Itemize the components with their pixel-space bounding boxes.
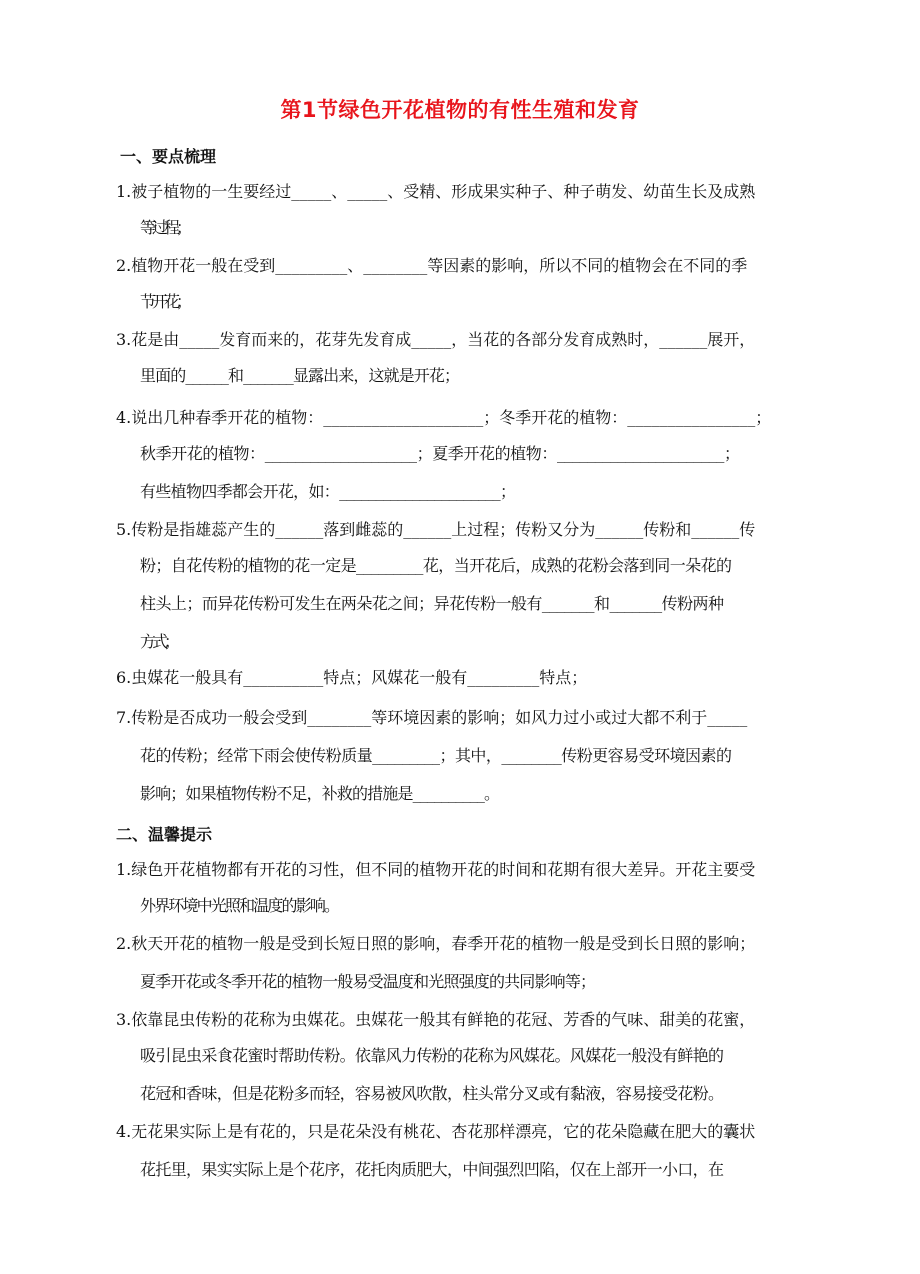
text-line: 粉；自花传粉的植物的花一定是_________花，当开花后，成熟的花粉会落到同一朵花的 [140, 556, 732, 575]
text-line: 节开花； [140, 292, 189, 311]
text-line: 夏季开花或冬季开花的植物一般易受温度和光照强度的共同影响等； [140, 972, 596, 991]
text-line: 7.传粉是否成功一般会受到________等环境因素的影响；如风力过小或过大都不利于_____ [116, 708, 748, 727]
text-line: 花的传粉；经常下雨会使传粉质量_________；其中，________传粉更容易受环境因素的 [140, 746, 732, 765]
text-line: 4.说出几种春季开花的植物：____________________；冬季开花的植物：________________； [116, 408, 772, 427]
text-line: 花冠和香味，但是花粉多而轻，容易被风吹散，柱头常分叉或有黏液，容易接受花粉。 [140, 1084, 724, 1103]
text-line: 5.传粉是指雄蕊产生的______落到雌蕊的______上过程；传粉又分为______传粉和______传 [116, 520, 756, 539]
text-line: 2.植物开花一般在受到_________、________等因素的影响，所以不同的植物会在不同的季 [116, 256, 748, 275]
text-line: 外界环境中光照和温度的影响。 [140, 896, 339, 915]
text-line: 1.被子植物的一生要经过_____、_____、受精、形成果实种子、种子萌发、幼苗生长及成熟 [116, 182, 756, 201]
text-line: 等过程； [140, 218, 189, 237]
text-line: 柱头上；而异花传粉可发生在两朵花之间；异花传粉一般有_______和_______传粉两种 [140, 594, 724, 613]
text-line: 方式； [140, 632, 177, 651]
text-line: 里面的______和_______显露出来，这就是开花； [140, 366, 460, 385]
text-line: 吸引昆虫采食花蜜时帮助传粉。依靠风力传粉的花称为风媒花。风媒花一般没有鲜艳的 [140, 1046, 724, 1065]
text-line: 3.花是由_____发育而来的，花芽先发育成_____，当花的各部分发育成熟时，______展开， [116, 330, 756, 349]
text-line: 秋季开花的植物：____________________；夏季开花的植物：______________________； [140, 444, 740, 463]
section-heading-tips: 二、温馨提示 [116, 825, 213, 844]
text-line: 6.虫媒花一般具有__________特点；风媒花一般有_________特点； [116, 668, 588, 687]
page-title: 第1节绿色开花植物的有性生殖和发育 [280, 98, 640, 122]
text-line: 有些植物四季都会开花，如：______________________； [140, 482, 516, 501]
text-line: 4.无花果实际上是有花的，只是花朵没有桃花、杏花那样漂亮，它的花朵隐藏在肥大的囊状 [116, 1122, 756, 1141]
section-heading-key-points: 一、要点梳理 [120, 147, 217, 166]
text-line: 1.绿色开花植物都有开花的习性，但不同的植物开花的时间和花期有很大差异。开花主要受 [116, 860, 756, 879]
text-line: 花托里，果实实际上是个花序，花托肉质肥大，中间强烈凹陷，仅在上部开一小口，在 [140, 1160, 724, 1179]
text-line: 影响；如果植物传粉不足，补救的措施是__________。 [140, 784, 500, 803]
text-line: 3.依靠昆虫传粉的花称为虫媒花。虫媒花一般其有鲜艳的花冠、芳香的气味、甜美的花蜜， [116, 1010, 756, 1029]
text-line: 2.秋天开花的植物一般是受到长短日照的影响，春季开花的植物一般是受到长日照的影响； [116, 934, 756, 953]
